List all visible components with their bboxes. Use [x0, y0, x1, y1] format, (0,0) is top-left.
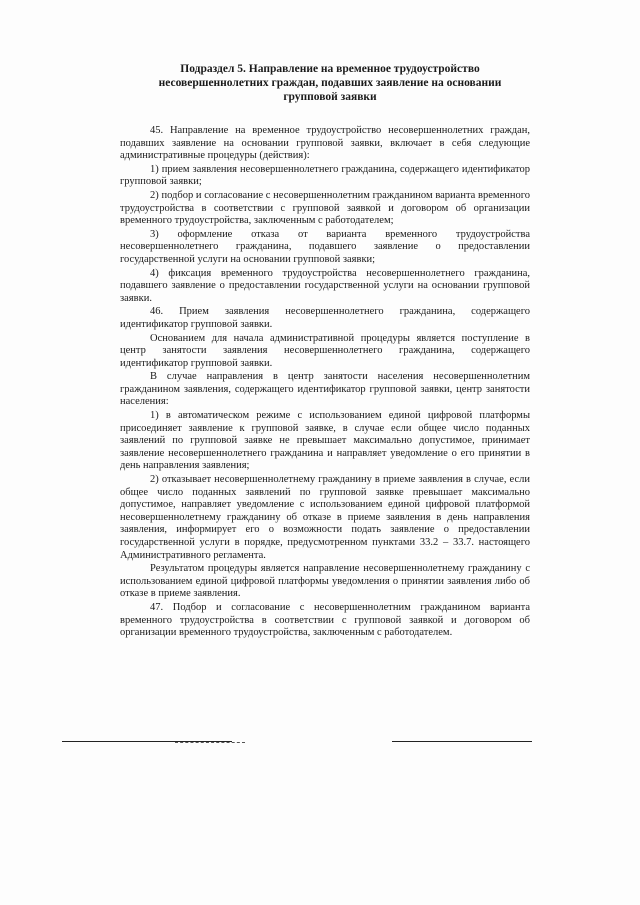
document-body — [120, 125, 530, 641]
heading-line-2: несовершеннолетних граждан, подавших заявление на основании — [158, 77, 502, 89]
paragraph-46: 46. Прием заявления несовершеннолетнего гражданина, содержащего идентификатор групповой заявки. — [120, 306, 530, 330]
heading-line-3: групповой заявки — [283, 91, 377, 103]
list-item-4: 4) фиксация временного трудоустройства несовершеннолетнего гражданина, подавшего заявление о предоставлении государственной услуги на основании групповой заявки. — [120, 267, 530, 304]
paragraph-result: Результатом процедуры является направление несовершеннолетнему гражданину с использованием единой цифровой платформы уведомления о принятии заявления либо об отказе в приеме заявления. — [120, 563, 530, 600]
paragraph-47: 47. Подбор и согласование с несовершеннолетним гражданином варианта временного трудоустройства в соответствии с групповой заявкой и договором об организации временного трудоустройства, заключенным с работодателем. — [120, 601, 530, 639]
signature-line-left-dashed — [175, 742, 245, 743]
signature-line-right — [392, 741, 532, 742]
case-item-1: 1) в автоматическом режиме с использованием единой цифровой платформы присоединяет заявление к групповой заявке, в случае если общее число поданных заявлений по групповой заявке не превышает максимально допустимое, принимает заявление несовершеннолетнего гражданина и направляет уведомление о его принятии в день направления заявления; — [120, 410, 530, 472]
paragraph-case: В случае направления в центр занятости населения несовершеннолетним гражданином заявления, содержащего идентификатор групповой заявки, центр занятости населения: — [120, 371, 530, 408]
section-heading — [120, 62, 540, 104]
case-item-2: 2) отказывает несовершеннолетнему гражданину в приеме заявления в случае, если общее число поданных заявлений по групповой заявке превышает максимально допустимое, направляет уведомление с использованием единой цифровой платформой несовершеннолетнему гражданину об отказе в приеме заявления в день направления заявления, информирует его о возможности подать заявление о предоставлении государственной услуги в порядке, предусмотренном пунктами 33.2 – 33.7. настоящего Административного регламента. — [120, 474, 530, 561]
heading-line-1: Подраздел 5. Направление на временное трудоустройство — [180, 63, 480, 75]
list-item-3: 3) оформление отказа от варианта временного трудоустройства несовершеннолетнего гражданина, подавшего заявление о предоставлении государственной услуги на основании групповой заявки; — [120, 228, 530, 265]
paragraph-basis: Основанием для начала административной процедуры является поступление в центр занятости заявления несовершеннолетнего гражданина, содержащего идентификатор групповой заявки. — [120, 332, 530, 369]
paragraph-45: 45. Направление на временное трудоустройство несовершеннолетних граждан, подавших заявление на основании групповой заявки, включает в себя следующие административные процедуры (действия): — [120, 125, 530, 162]
list-item-2: 2) подбор и согласование с несовершеннолетним гражданином варианта временного трудоустройства в соответствии с групповой заявкой и договором об организации временного трудоустройства, заключенным с работодателем; — [120, 189, 530, 227]
list-item-1: 1) прием заявления несовершеннолетнего гражданина, содержащего идентификатор групповой заявки; — [120, 163, 530, 188]
